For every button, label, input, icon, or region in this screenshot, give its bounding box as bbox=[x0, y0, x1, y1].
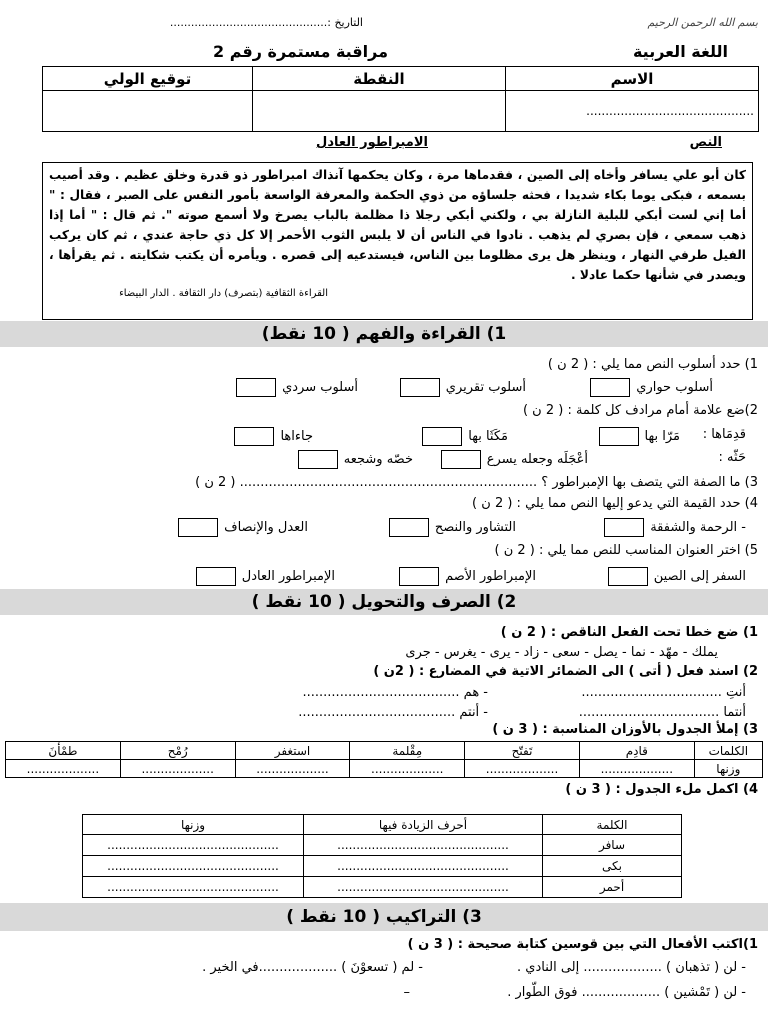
s2-q2-r2-p2[interactable]: - أنتم ...................................... bbox=[298, 705, 488, 720]
answer-cell[interactable]: ............................................. bbox=[83, 856, 304, 877]
answer-cell[interactable]: ................... bbox=[579, 760, 694, 778]
s1-q4: 4) حدد القيمة التي يدعو إليها النص مما يلي : ( 2 ن ) bbox=[472, 496, 758, 511]
answer-cell[interactable]: ................... bbox=[120, 760, 235, 778]
weights-table bbox=[5, 741, 763, 778]
answer-cell[interactable]: ............................................. bbox=[304, 877, 543, 898]
cell-header: الكلمة bbox=[543, 815, 682, 835]
checkbox[interactable] bbox=[196, 567, 236, 586]
s1-q5: 5) اختر العنوان المناسب للنص مما يلي : ( 2 ن ) bbox=[494, 543, 758, 558]
word-cell: سافر bbox=[543, 835, 682, 856]
s2-q1-words: يملك - مهّد - نما - يصل - سعى - زاد - يرى - يغرس - جرى bbox=[405, 645, 718, 660]
s1-q2-w1-opt1[interactable]: مَرّا بها bbox=[599, 427, 680, 446]
s3-row2-a[interactable]: - لن ( تَمْشين ) ................... فوق الطّوار . bbox=[507, 985, 746, 1000]
date-label: التاريخ :............................................. bbox=[169, 16, 363, 29]
signature-header: توقيع الولي bbox=[43, 67, 253, 91]
answer-cell[interactable]: ................... bbox=[465, 760, 580, 778]
s1-q2: 2)ضع علامة أمام مرادف كل كلمة : ( 2 ن ) bbox=[522, 403, 758, 418]
checkbox[interactable] bbox=[590, 378, 630, 397]
s1-q2-w2-opt1[interactable]: أعْجَلَه وجعله يسرع bbox=[441, 450, 588, 469]
s1-q4-opt2[interactable]: التشاور والنصح bbox=[389, 518, 516, 537]
s2-q4: 4) اكمل ملء الجدول : ( 3 ن ) bbox=[565, 782, 758, 797]
checkbox[interactable] bbox=[298, 450, 338, 469]
checkbox[interactable] bbox=[604, 518, 644, 537]
section1-title: 1) القراءة والفهم ( 10 نقط) bbox=[0, 321, 768, 347]
s1-q2-w1-opt3[interactable]: جاءاها bbox=[234, 427, 313, 446]
bismillah: بسم الله الرحمن الرحيم bbox=[647, 16, 758, 29]
s1-q1-opt1[interactable]: أسلوب حواري bbox=[590, 378, 713, 397]
signature-field[interactable] bbox=[43, 91, 253, 132]
checkbox[interactable] bbox=[441, 450, 481, 469]
checkbox[interactable] bbox=[608, 567, 648, 586]
s1-q4-opt1[interactable]: - الرحمة والشفقة bbox=[604, 518, 746, 537]
s2-q2: 2) اسند فعل ( أتى ) الى الضمائر الاتية في المضارع : ( 2ن ) bbox=[373, 664, 758, 679]
name-header: الاسم bbox=[506, 67, 759, 91]
answer-cell[interactable]: ............................................. bbox=[304, 835, 543, 856]
cell-header: أحرف الزيادة فيها bbox=[304, 815, 543, 835]
score-header: النقطة bbox=[253, 67, 506, 91]
s1-q5-opt1[interactable]: السفر إلى الصين bbox=[608, 567, 746, 586]
additions-table bbox=[82, 814, 682, 898]
passage-source: القراءة الثقافية (بتصرف) دار الثقافة . الدار البيضاء bbox=[119, 288, 328, 299]
s2-q2-r1-p2[interactable]: - هم ...................................... bbox=[302, 685, 488, 700]
s1-q5-opt2[interactable]: الإمبراطور الأصم bbox=[399, 567, 536, 586]
cell-header: قادِم bbox=[579, 742, 694, 760]
s1-q1-opt3[interactable]: أسلوب سردي bbox=[236, 378, 358, 397]
s2-q2-r2-p1[interactable]: أنتما .................................. bbox=[578, 705, 746, 720]
answer-cell[interactable]: ............................................. bbox=[83, 877, 304, 898]
checkbox[interactable] bbox=[422, 427, 462, 446]
s1-q2-w2-opt2[interactable]: خصّه وشجعه bbox=[298, 450, 413, 469]
checkbox[interactable] bbox=[399, 567, 439, 586]
s2-q1: 1) ضع خطا تحت الفعل الناقص : ( 2 ن ) bbox=[500, 625, 758, 640]
cell-header: مِقْلمة bbox=[350, 742, 465, 760]
text-title: الامبراطور العادل bbox=[316, 135, 428, 150]
cell-header: طمْأنَ bbox=[6, 742, 121, 760]
cell-header: رُمْح bbox=[120, 742, 235, 760]
s1-q1-opt2[interactable]: أسلوب تقريري bbox=[400, 378, 526, 397]
s3-row2-b: – bbox=[403, 985, 410, 1000]
answer-cell[interactable]: ................... bbox=[350, 760, 465, 778]
section3-title: 3) التراكيب ( 10 نقط ) bbox=[0, 903, 768, 931]
s1-q1: 1) حدد أسلوب النص مما يلي : ( 2 ن ) bbox=[547, 357, 758, 372]
checkbox[interactable] bbox=[400, 378, 440, 397]
s3-row1-b[interactable]: - لم ( تسعوْنَ ) ...................في الخير . bbox=[202, 960, 423, 975]
answer-cell[interactable]: ................... bbox=[235, 760, 350, 778]
word-cell: أحمر bbox=[543, 877, 682, 898]
checkbox[interactable] bbox=[234, 427, 274, 446]
s1-q2-word2: حَثّه : bbox=[718, 450, 746, 465]
cell-header: وزنها bbox=[83, 815, 304, 835]
student-info-table bbox=[42, 66, 759, 132]
cell-header: الكلمات bbox=[694, 742, 762, 760]
section2-title: 2) الصرف والتحويل ( 10 نقط ) bbox=[0, 589, 768, 615]
text-label: النص bbox=[689, 135, 722, 150]
cell-header: تَفتّح bbox=[465, 742, 580, 760]
subject-title: اللغة العربية bbox=[632, 42, 728, 61]
s1-q3: 3) ما الصفة التي يتصف بها الإمبراطور ؟ ........................................................................ ( 2 ن ) bbox=[195, 475, 758, 490]
answer-cell[interactable]: ............................................. bbox=[83, 835, 304, 856]
name-dots: ............................................ bbox=[586, 104, 754, 118]
name-field[interactable] bbox=[506, 91, 759, 132]
s1-q4-opt3[interactable]: العدل والإنصاف bbox=[178, 518, 308, 537]
cell-header: استغفر bbox=[235, 742, 350, 760]
s1-q2-word1: قدِمَاها : bbox=[702, 427, 746, 442]
s1-q2-w1-opt2[interactable]: مَكَثَا بها bbox=[422, 427, 508, 446]
answer-cell[interactable]: ................... bbox=[6, 760, 121, 778]
checkbox[interactable] bbox=[599, 427, 639, 446]
score-field[interactable] bbox=[253, 91, 506, 132]
checkbox[interactable] bbox=[389, 518, 429, 537]
answer-cell[interactable]: ............................................. bbox=[304, 856, 543, 877]
s2-q3: 3) إملأ الجدول بالأوزان المناسبة : ( 3 ن ) bbox=[492, 722, 758, 737]
s3-row1-a[interactable]: - لن ( تذهبان ) ................... إلى النادي . bbox=[517, 960, 746, 975]
row-label: وزنها bbox=[694, 760, 762, 778]
word-cell: بكى bbox=[543, 856, 682, 877]
s1-q5-opt3[interactable]: الإمبراطور العادل bbox=[196, 567, 335, 586]
s3-q1: 1)اكتب الأفعال التي بين قوسين كتابة صحيحة : ( 3 ن ) bbox=[407, 937, 758, 952]
checkbox[interactable] bbox=[178, 518, 218, 537]
s2-q2-r1-p1[interactable]: أنتِ .................................. bbox=[581, 685, 746, 700]
exam-title: مراقبة مستمرة رقم 2 bbox=[213, 42, 388, 61]
reading-passage: كان أبو علي يسافر وأخاه إلى الصين ، فقدماها مرة ، وكان يحكمها آنذاك امبراطور ذو قدرة وخلق عظيم . وقد أصيب بسمعه ، فبكى يوما بكاء شديدا ، فحثه جلساؤه من ذوي الحكمة والمعرفة الواسعة بأمور النفس على الصبر ، فقال : " أما إني لست أبكي للبلية النازلة بي ، ولكني أبكي رجلا ذا مظلمة بالباب يصرخ ولا أسمع صوته ". ثم قال : " أما إذا ذهب سمعي ، فإن بصري لم يذهب . نادوا في الناس أن لا يلبس الثوب الأحمر إلا كل ذي حاجة عندي ، ثم كان يركب الفيل طرفي النهار ، وينظر هل يرى مظلوما بين الناس، فيستدعيه إلى قصره . ويأمره أن يكتب شكايته . ثم يقرأها ، ويصدر في شأنها حكما عادلا . bbox=[49, 168, 746, 282]
checkbox[interactable] bbox=[236, 378, 276, 397]
